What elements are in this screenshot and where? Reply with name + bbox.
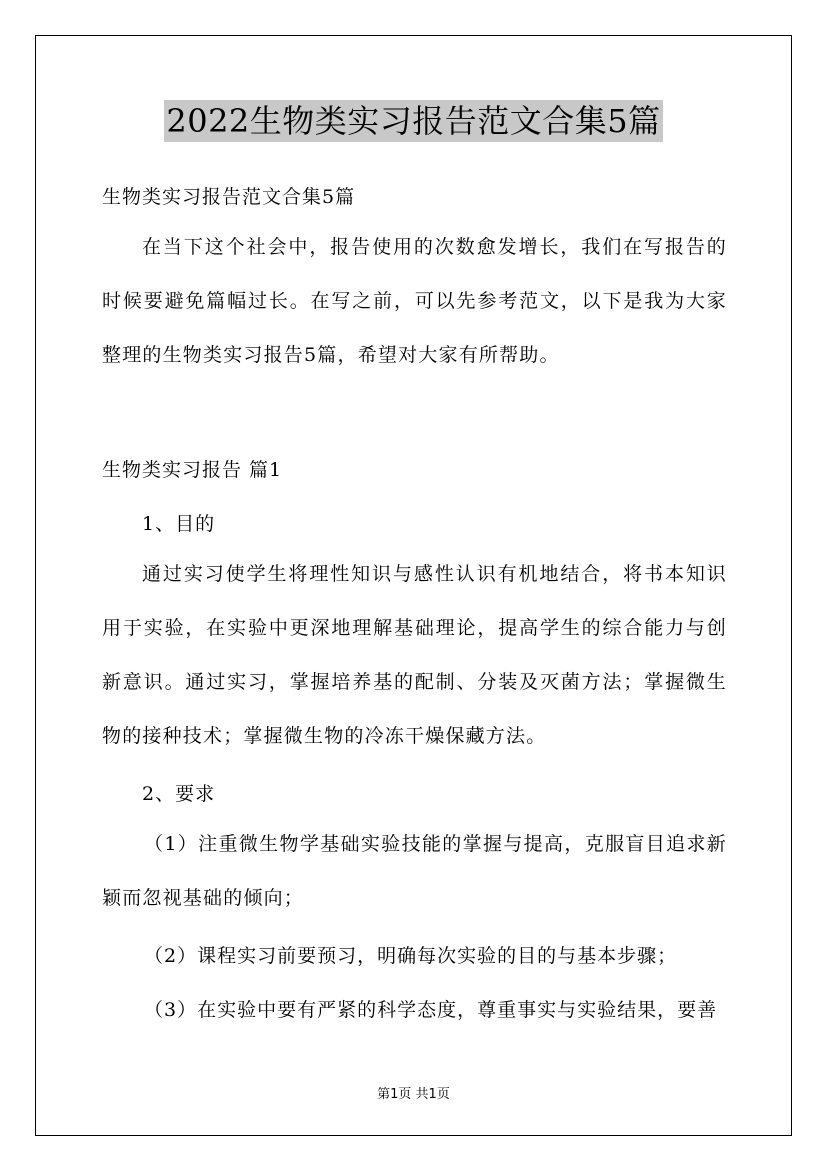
section-heading: 生物类实习报告 篇1 [102,459,283,481]
intro-paragraph: 在当下这个社会中，报告使用的次数愈发增长，我们在写报告的时候要避免篇幅过长。在写之前，可以先参考范文，以下是我为大家整理的生物类实习报告5篇，希望对大家有所帮助。 [102,236,727,366]
item2-heading: 2、要求 [142,783,216,805]
requirement-2: （2）课程实习前要预习，明确每次实验的目的与基本步骤； [144,945,678,967]
item1-paragraph: 通过实习使学生将理性知识与感性认识有机地结合，将书本知识用于实验，在实验中更深地理解基础理论，提高学生的综合能力与创新意识。通过实习，掌握培养基的配制、分装及灭菌方法；掌握微生物的接种技术；掌握微生物的冷冻干燥保藏方法。 [102,563,727,747]
requirement-3: （3）在实验中要有严紧的科学态度，尊重事实与实验结果，要善 [144,999,718,1021]
document-subtitle: 生物类实习报告范文合集5篇 [102,186,356,208]
document-title: 2022生物类实习报告范文合集5篇 [166,102,661,140]
requirement-1: （1）注重微生物学基础实验技能的掌握与提高，克服盲目追求新颖而忽视基础的倾向； [102,833,727,909]
item1-heading: 1、目的 [142,513,216,535]
page-footer: 第1页 共1页 [377,1087,450,1102]
title-wrap [0,100,827,142]
